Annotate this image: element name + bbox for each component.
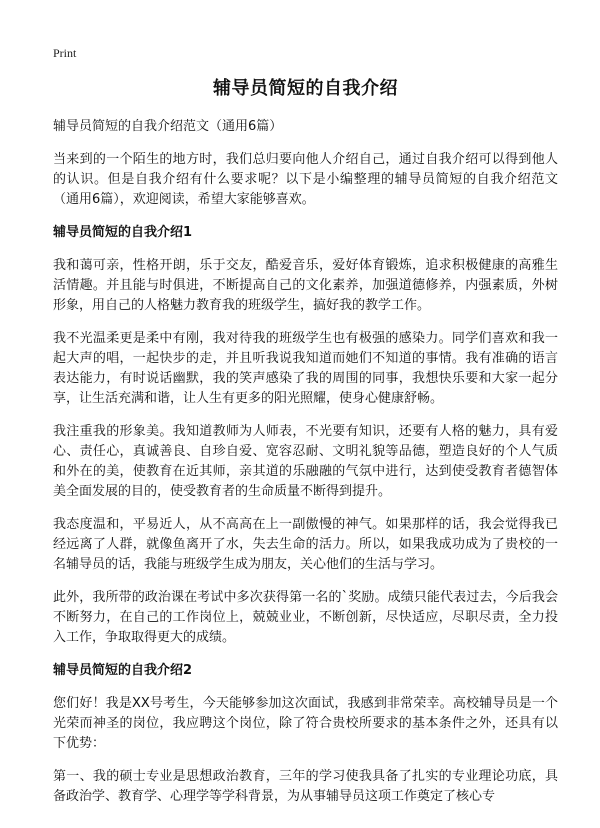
document-subtitle: 辅导员简短的自我介绍范文（通用6篇） bbox=[53, 119, 283, 134]
section-1-paragraph: 此外，我所带的政治课在考试中多次获得第一名的`奖励。成绩只能代表过去，今后我会不断努力，在自己的工作岗位上，兢兢业业，不断创新，尽快适应，尽职尽责，全力投入工作，争取取得更大的成绩。 bbox=[53, 590, 558, 645]
section-2-paragraph: 您们好！我是XX号考生，今天能够参加这次面试，我感到非常荣幸。高校辅导员是一个光荣而神圣的岗位，我应聘这个岗位，除了符合贵校所要求的基本条件之外，还具有以下优势： bbox=[53, 696, 558, 751]
section-1-paragraph: 我注重我的形象美。我知道教师为人师表，不光要有知识，还要有人格的魅力，具有爱心、责任心，真诚善良、自珍自爱、宽容忍耐、文明礼貌等品德，塑造良好的个人气质和外在的美，使教育在近其师，亲其道的乐融融的气氛中进行，达到使受教育者德智体美全面发展的目的，使受教育者的生命质量不断得到提升。 bbox=[53, 424, 558, 499]
section-1-paragraph: 我态度温和，平易近人，从不高高在上一副傲慢的神气。如果那样的话，我会觉得我已经远离了人群，就像鱼离开了水，失去生命的活力。所以，如果我成功成为了贵校的一名辅导员的话，我能与班级学生成为朋友，关心他们的生活与学习。 bbox=[53, 517, 558, 572]
print-link[interactable]: Print bbox=[53, 46, 77, 60]
document-body bbox=[53, 74, 558, 820]
section-1-paragraph: 我不光温柔更是柔中有刚，我对待我的班级学生也有极强的感染力。同学们喜欢和我一起大声的唱，一起快步的走，并且听我说我知道而她们不知道的事情。我有准确的语言表达能力，有时说话幽默，我的笑声感染了我的周围的同事，我想快乐要和大家一起分享，让生活充满和谐，让人生有更多的阳光照耀，使身心健康舒畅。 bbox=[53, 331, 558, 406]
section-1-paragraph: 我和蔼可亲，性格开朗，乐于交友，酷爱音乐，爱好体育锻炼，追求积极健康的高雅生活情趣。并且能与时俱进，不断提高自己的文化素养，加强道德修养，内强素质，外树形象，用自己的人格魅力教育我的班级学生，搞好我的教学工作。 bbox=[53, 258, 558, 313]
intro-paragraph: 当来到的一个陌生的地方时，我们总归要向他人介绍自己，通过自我介绍可以得到他人的认识。但是自我介绍有什么要求呢？以下是小编整理的辅导员简短的自我介绍范文（通用6篇），欢迎阅读，希望大家能够喜欢。 bbox=[53, 152, 558, 207]
section-2-paragraph: 第一、我的硕士专业是思想政治教育，三年的学习使我具备了扎实的专业理论功底，具备政治学、教育学、心理学等学科背景，为从事辅导员这项工作奠定了核心专 bbox=[53, 769, 558, 804]
page-title: 辅导员简短的自我介绍 bbox=[213, 78, 398, 99]
section-heading-1: 辅导员简短的自我介绍1 bbox=[53, 225, 193, 240]
section-heading-2: 辅导员简短的自我介绍2 bbox=[53, 663, 193, 678]
